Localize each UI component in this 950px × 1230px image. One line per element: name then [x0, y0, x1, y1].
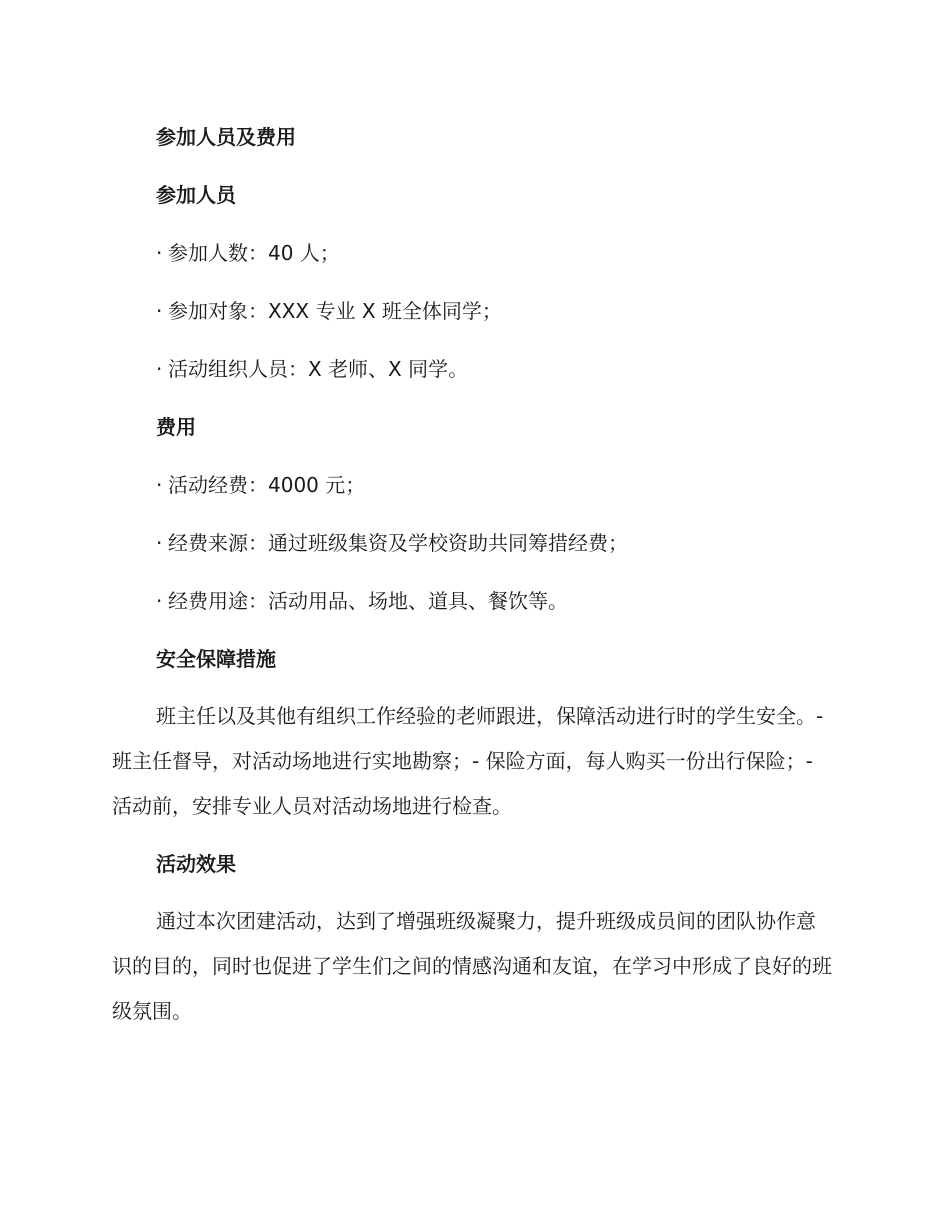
list-item-text: 经费来源：通过班级集资及学校资助共同筹措经费； [168, 531, 628, 555]
list-item-text: 参加人数：40 人； [168, 241, 340, 265]
list-item [112, 282, 832, 340]
bullet-icon: · [156, 531, 163, 555]
bullet-icon: · [156, 299, 163, 323]
bullet-icon: · [156, 241, 163, 265]
section-title-participants-and-cost: 参加人员及费用 [156, 125, 296, 149]
list-item-text: 活动组织人员：X 老师、X 同学。 [168, 357, 469, 381]
section-title-effect: 活动效果 [156, 852, 236, 876]
list-item-text: 活动经费：4000 元； [168, 473, 366, 497]
safety-paragraph: 班主任以及其他有组织工作经验的老师跟进，保障活动进行时的学生安全。- 班主任督导，对活动场地进行实地勘察；- 保险方面，每人购买一份出行保险；- 活动前，安排专业人员对活动场地进行检查。 [112, 704, 824, 818]
list-item [112, 456, 832, 514]
section-title-safety: 安全保障措施 [156, 647, 276, 671]
list-item [112, 572, 832, 630]
list-item-text: 参加对象：XXX 专业 X 班全体同学； [168, 299, 502, 323]
list-item-text: 经费用途：活动用品、场地、道具、餐饮等。 [168, 589, 568, 613]
document-page [112, 108, 832, 1040]
list-item [112, 514, 832, 572]
bullet-icon: · [156, 357, 163, 381]
list-item [112, 340, 832, 398]
subsection-title-cost: 费用 [156, 415, 196, 439]
bullet-icon: · [156, 589, 163, 613]
subsection-title-participants: 参加人员 [156, 183, 236, 207]
effect-paragraph: 通过本次团建活动，达到了增强班级凝聚力，提升班级成员间的团队协作意识的目的，同时也促进了学生们之间的情感沟通和友谊，在学习中形成了良好的班级氛围。 [112, 909, 832, 1023]
bullet-icon: · [156, 473, 163, 497]
list-item [112, 224, 832, 282]
